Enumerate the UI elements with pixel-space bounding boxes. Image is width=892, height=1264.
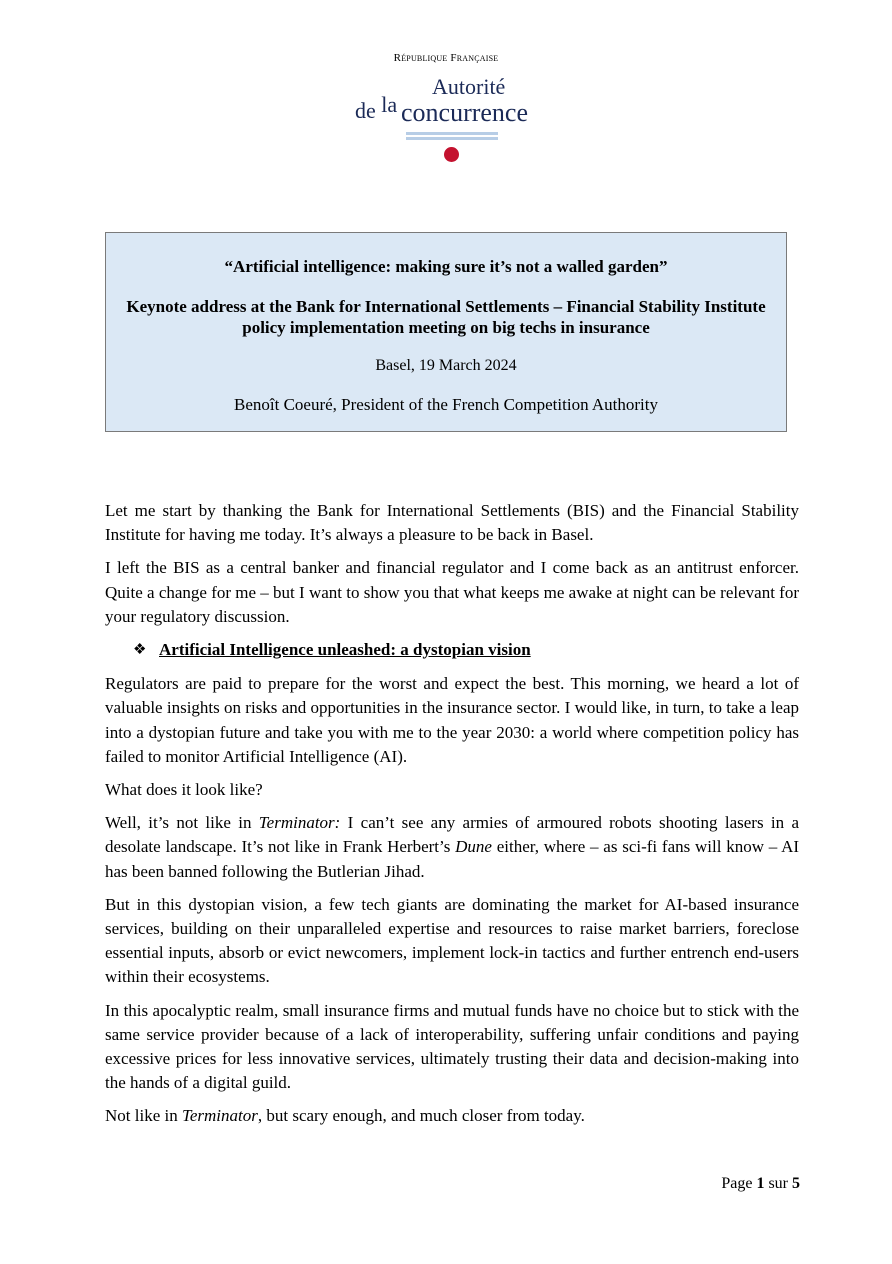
page-number — [721, 1175, 800, 1193]
paragraph-5-part-b: I can’t see any armies of armoured robots shooting lasers in a desolate landscape. It’s not like in Frank Herbert’s — [105, 813, 799, 857]
diamond-bullet-icon: ❖ — [133, 642, 147, 659]
paragraph-5 — [105, 811, 799, 884]
total-pages: 5 — [792, 1175, 800, 1192]
paragraph-3: Regulators are paid to prepare for the worst and expect the best. This morning, we heard a lot of valuable insights on risks and opportunities in the insurance sector. I would like, in turn, to take a leap into a dystopian future and take you with me to the year 2030: a world where competition policy has failed to monitor Artificial Intelligence (AI). — [105, 674, 799, 766]
paragraph-8-part-b: , but scary enough, and much closer from today. — [257, 1106, 585, 1126]
logo-word-autorite: Autorité — [432, 74, 506, 99]
paragraph-4: What does it look like? — [105, 780, 263, 800]
paragraph-8-part-a: Not like in — [105, 1106, 182, 1126]
page-word: Page — [721, 1175, 757, 1192]
logo-word-concurrence: concurrence — [401, 98, 529, 127]
paragraph-5-part-a: Well, it’s not like in — [105, 813, 259, 833]
logo-word-la: la — [381, 92, 398, 117]
keynote-description: Keynote address at the Bank for International Settlements – Financial Stability Institute policy implementation meeting on big techs in insurance — [126, 297, 766, 337]
current-page: 1 — [756, 1175, 765, 1192]
paragraph-2: I left the BIS as a central banker and financial regulator and I come back as an antitrust enforcer. Quite a change for me – but I want to show you that what keeps me awake at night can be relevant for your regulatory discussion. — [105, 558, 799, 626]
paragraph-7: In this apocalyptic realm, small insurance firms and mutual funds have no choice but to stick with the same service provider because of a lack of interoperability, suffering unfair conditions and paying excessive prices for less innovative services, ultimately trusting their data and decision-making into the hands of a digital guild. — [105, 1000, 799, 1093]
sur-word: sur — [764, 1175, 792, 1192]
logo-word-de: de — [355, 98, 376, 123]
dune-title: Dune — [455, 837, 492, 857]
paragraph-6: But in this dystopian vision, a few tech giants are dominating the market for AI-based insurance services, building on their unparalleled expertise and resources to raise market barriers, foreclose essential inputs, absorb or evict newcomers, implement lock-in tactics and further entrench end-users within their ecosystems. — [105, 894, 799, 987]
speech-title: “Artificial intelligence: making sure it’s not a walled garden” — [224, 257, 668, 276]
paragraph-1: Let me start by thanking the Bank for International Settlements (BIS) and the Financial Stability Institute for having me today. It’s always a pleasure to be back in Basel. — [105, 501, 799, 545]
speaker: Benoît Coeuré, President of the French Competition Authority — [234, 395, 658, 414]
section-heading — [133, 638, 799, 662]
logo-red-dot — [444, 147, 459, 162]
logo-word-de-la — [355, 92, 398, 124]
paragraph-5-part-c: either, where – as sci-fi fans will know – AI has been banned following the Butlerian Jihad. — [105, 837, 800, 881]
terminator-title-2: Terminator — [181, 1106, 258, 1126]
place-date: Basel, 19 March 2024 — [375, 357, 517, 374]
body-text — [105, 499, 799, 1138]
section-heading-text: Artificial Intelligence unleashed: a dystopian vision — [159, 640, 531, 660]
republique-francaise-label: République Française — [393, 52, 499, 64]
autorite-logo — [0, 50, 892, 170]
logo-stripes — [406, 132, 498, 142]
title-box — [105, 232, 787, 432]
paragraph-8 — [105, 1104, 799, 1128]
terminator-title: Terminator: — [258, 813, 341, 833]
